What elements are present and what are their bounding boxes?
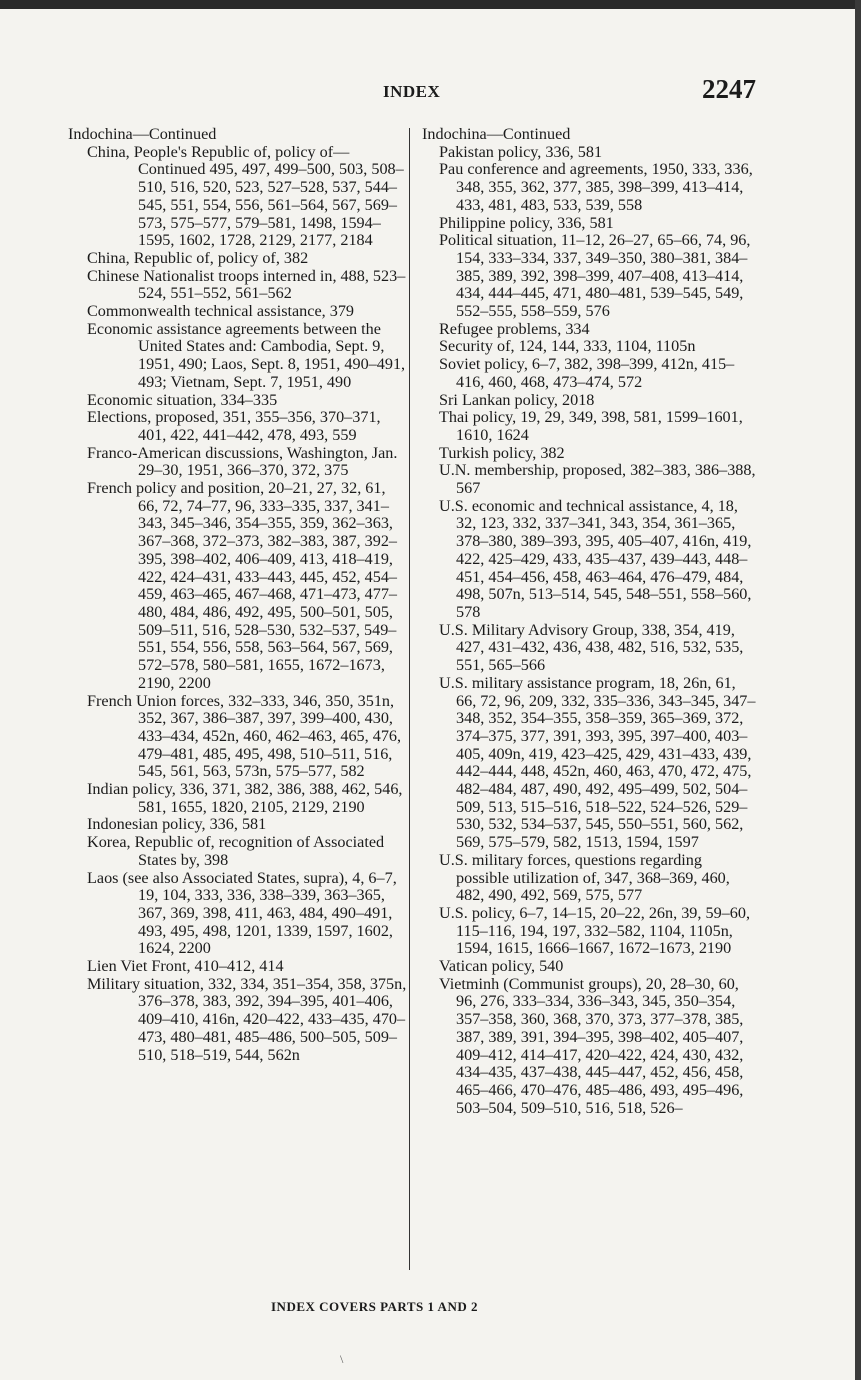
scan-mark: \ <box>340 1352 344 1366</box>
index-entry: Refugee problems, 334 <box>439 319 590 338</box>
index-entry: Commonwealth technical assistance, 379 <box>87 302 355 321</box>
index-entry: Vietminh (Communist groups), 20, 28–30, 60, 96, 276, 333–334, 336–343, 345, 350–354, 357–358, 360, 368, 370, 373, 377–378, 385, 387, 389, 391, 394–395, 398–402, 405–407, 409–412, 414–417, 420–422, 424, 430, 432, 434–435, 437–438, 445–447, 452, 456, 458, 465–466, 470–476, 485–486, 493, 495–496, 503–504, 509–510, 516, 518, 526– <box>439 974 744 1117</box>
index-entry: Korea, Republic of, recognition of Associated States by, 398 <box>87 833 385 869</box>
index-entry: Political situation, 11–12, 26–27, 65–66, 74, 96, 154, 333–334, 337, 349–350, 380–381, 384–385, 389, 392, 398–399, 407–408, 413–414, 434, 444–445, 471, 480–481, 539–545, 549, 552–555, 558–559, 576 <box>439 231 751 321</box>
index-entry: Elections, proposed, 351, 355–356, 370–371, 401, 422, 441–442, 478, 493, 559 <box>87 408 381 444</box>
index-entry: Pau conference and agreements, 1950, 333, 336, 348, 355, 362, 377, 385, 398–399, 413–414, 433, 481, 483, 533, 539, 558 <box>439 160 753 214</box>
index-entry: U.S. economic and technical assistance, 4, 18, 32, 123, 332, 337–341, 343, 354, 361–365, 378–380, 389–393, 395, 405–407, 416n, 419, 422, 425–429, 433, 435–437, 439–443, 448–451, 454–456, 458, 463–464, 476–479, 484, 498, 507n, 513–514, 545, 548–551, 558–560, 578 <box>439 496 752 621</box>
index-entry: Franco-American discussions, Washington, Jan. 29–30, 1951, 366–370, 372, 375 <box>87 443 398 480</box>
index-entry: Thai policy, 19, 29, 349, 398, 581, 1599–1601, 1610, 1624 <box>439 408 743 444</box>
page-number: 2247 <box>702 74 756 104</box>
index-entry: Pakistan policy, 336, 581 <box>439 142 603 161</box>
index-entry: Indian policy, 336, 371, 382, 386, 388, 462, 546, 581, 1655, 1820, 2105, 2129, 2190 <box>87 780 403 816</box>
index-entry: Soviet policy, 6–7, 382, 398–399, 412n, 415–416, 460, 468, 473–474, 572 <box>439 355 735 391</box>
index-entry: Turkish policy, 382 <box>439 443 565 462</box>
index-entry: Philippine policy, 336, 581 <box>439 213 614 232</box>
index-entry: Military situation, 332, 334, 351–354, 358, 375n, 376–378, 383, 392, 394–395, 401–406, 409–410, 416n, 420–422, 433–435, 470–473, 480–481, 485–486, 500–505, 509–510, 518–519, 544, 562n <box>87 974 407 1064</box>
index-entry: French policy and position, 20–21, 27, 32, 61, 66, 72, 74–77, 96, 333–335, 337, 341–343, 345–346, 354–355, 359, 362–363, 367–368, 372–373, 382–383, 387, 392–395, 398–402, 406–409, 413, 418–419, 422, 424–431, 433–443, 445, 452, 454–459, 463–465, 467–468, 471–473, 477–480, 484, 486, 492, 495, 500–501, 505, 509–511, 516, 528–530, 532–537, 549–551, 554, 556, 558, 563–564, 567, 569, 572–578, 580–581, 1655, 1672–1673, 2190, 2200 <box>87 479 397 692</box>
index-entry: U.S. military forces, questions regarding possible utilization of, 347, 368–369, 460, 482, 490, 492, 569, 575, 577 <box>439 850 730 905</box>
index-entry: China, Republic of, policy of, 382 <box>87 248 309 267</box>
index-entry: Vatican policy, 540 <box>439 957 564 976</box>
index-heading: Indochina—Continued <box>422 125 571 143</box>
index-heading: Indochina—Continued <box>68 125 217 143</box>
index-column-left <box>68 126 408 1064</box>
index-entry: Economic assistance agreements between the United States and: Cambodia, Sept. 9, 1951, 490; Laos, Sept. 8, 1951, 490–491, 493; Vietnam, Sept. 7, 1951, 490 <box>87 319 406 391</box>
index-entry: U.S. policy, 6–7, 14–15, 20–22, 26n, 39, 59–60, 115–116, 194, 197, 332–582, 1104, 1105n, 1594, 1615, 1666–1667, 1672–1673, 2190 <box>439 903 751 958</box>
index-entry: French Union forces, 332–333, 346, 350, 351n, 352, 367, 386–387, 397, 399–400, 430, 433–434, 452n, 460, 462–463, 465, 476, 479–481, 485, 495, 498, 510–511, 516, 545, 561, 563, 573n, 575–577, 582 <box>87 691 402 781</box>
index-entry: Lien Viet Front, 410–412, 414 <box>87 957 284 976</box>
index-entry: Sri Lankan policy, 2018 <box>439 390 595 409</box>
scan-top-edge <box>0 0 861 9</box>
footer-note: INDEX COVERS PARTS 1 AND 2 <box>271 1299 478 1314</box>
index-entry: Laos (see also Associated States, supra), 4, 6–7, 19, 104, 333, 336, 338–339, 363–365, 367, 369, 398, 411, 463, 484, 490–491, 493, 495, 498, 1201, 1339, 1597, 1602, 1624, 2200 <box>87 868 397 958</box>
index-entry: U.S. military assistance program, 18, 26n, 61, 66, 72, 96, 209, 332, 335–336, 343–345, 347–348, 352, 354–355, 358–359, 365–369, 372, 374–375, 377, 391, 393, 395, 397–400, 403–405, 409n, 419, 423–425, 429, 431–433, 439, 442–444, 448, 452n, 460, 463, 470, 472, 475, 482–484, 487, 490, 492, 495–499, 502, 504–509, 513, 515–516, 518–522, 524–526, 529–530, 532, 534–537, 545, 550–551, 560, 562, 569, 575–579, 582, 1513, 1594, 1597 <box>439 673 756 852</box>
index-entry: Indonesian policy, 336, 581 <box>87 815 267 834</box>
scan-right-edge <box>855 0 861 1380</box>
index-entry: U.S. Military Advisory Group, 338, 354, 419, 427, 431–432, 436, 438, 482, 516, 532, 535, 551, 565–566 <box>439 620 744 675</box>
column-divider <box>409 128 410 1270</box>
index-entry: Economic situation, 334–335 <box>87 390 278 409</box>
index-entry: China, People's Republic of, policy of—Continued 495, 497, 499–500, 503, 508–510, 516, 520, 523, 527–528, 537, 544–545, 551, 554, 556, 561–564, 567, 569–573, 575–577, 579–581, 1498, 1594–1595, 1602, 1728, 2129, 2177, 2184 <box>87 142 404 250</box>
index-entry: Security of, 124, 144, 333, 1104, 1105n <box>439 337 696 356</box>
index-entry: Chinese Nationalist troops interned in, 488, 523–524, 551–552, 561–562 <box>87 266 406 303</box>
index-column-right <box>422 126 756 1117</box>
index-entry: U.N. membership, proposed, 382–383, 386–388, 567 <box>439 461 756 498</box>
running-head: INDEX <box>383 82 441 101</box>
